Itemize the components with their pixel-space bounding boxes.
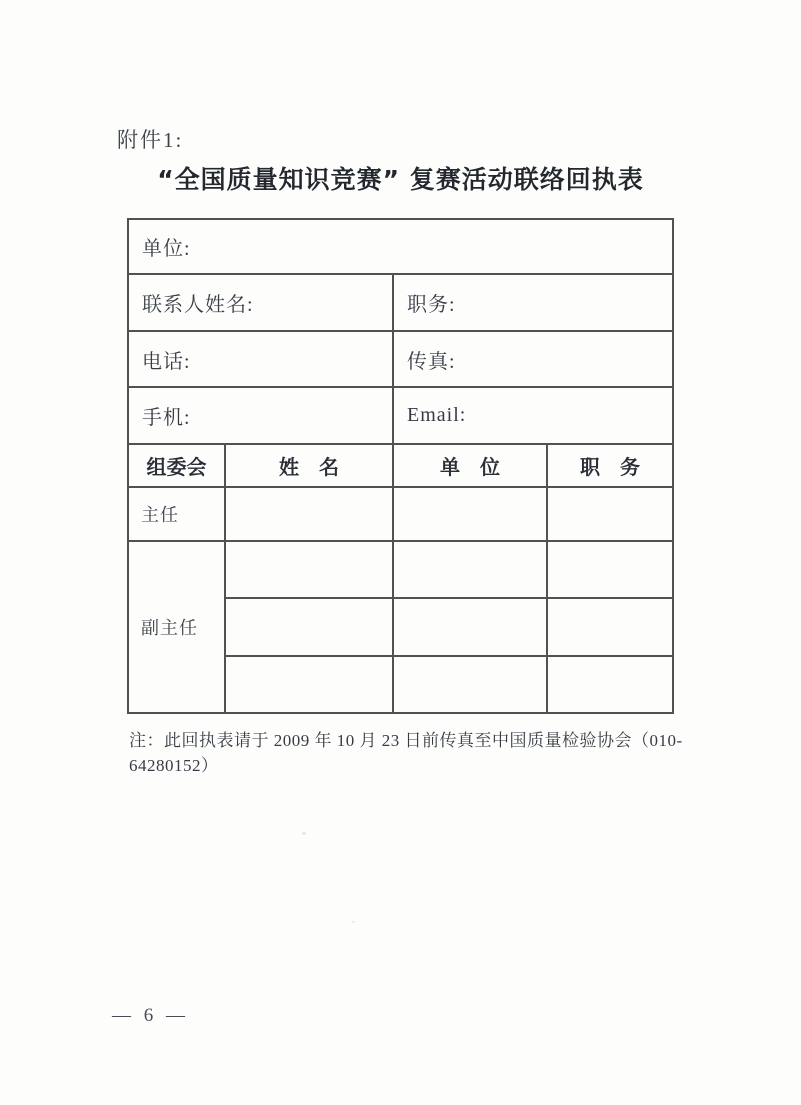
deputy-director-name-cell-3 (225, 656, 393, 713)
director-unit-cell (393, 487, 547, 541)
page-number: — 6 — (112, 1005, 189, 1026)
attachment-label: 附件1: (117, 128, 184, 152)
fax-field-cell (393, 331, 673, 387)
deputy-director-unit-cell-3 (393, 656, 547, 713)
col-header-name: 姓 名 (225, 444, 393, 487)
scan-speckle (302, 832, 306, 835)
scan-speckle (352, 921, 355, 923)
mobile-email-row (128, 387, 673, 444)
deputy-director-role-label: 副主任 (141, 618, 198, 638)
unit-field-cell (128, 219, 673, 274)
director-role-cell (128, 487, 225, 541)
deputy-director-name-cell-2 (225, 598, 393, 656)
deputy-director-position-cell-1 (547, 541, 673, 598)
deputy-director-unit-cell-1 (393, 541, 547, 598)
deputy-director-position-cell-3 (547, 656, 673, 713)
director-position-cell (547, 487, 673, 541)
email-label: Email: (407, 404, 467, 426)
contact-name-label: 联系人姓名: (142, 294, 254, 316)
contact-position-row (128, 274, 673, 331)
phone-label: 电话: (142, 350, 191, 373)
deputy-director-name-cell-1 (225, 541, 393, 598)
email-field-cell (393, 387, 673, 444)
fax-label: 传真: (407, 350, 456, 373)
director-row (128, 487, 673, 541)
mobile-field-cell (128, 387, 393, 444)
director-role-label: 主任 (141, 505, 179, 525)
col-header-committee: 组委会 (128, 444, 225, 487)
deputy-director-unit-cell-2 (393, 598, 547, 656)
deputy-director-row-1 (128, 541, 673, 598)
col-header-unit: 单 位 (393, 444, 547, 487)
note-text: 注：此回执表请于 2009 年 10 月 23 日前传真至中国质量检验协会（010-64280152） (129, 731, 683, 775)
mobile-label: 手机: (142, 407, 191, 429)
unit-label: 单位: (142, 238, 191, 260)
director-name-cell (225, 487, 393, 541)
deputy-director-role-cell (128, 541, 225, 713)
phone-fax-row (128, 331, 673, 387)
position-label: 职务: (407, 294, 456, 316)
deputy-director-position-cell-2 (547, 598, 673, 656)
unit-row (128, 219, 673, 274)
position-field-cell (393, 274, 673, 331)
reply-form-table (127, 218, 674, 714)
document-title: “全国质量知识竞赛” 复赛活动联络回执表 (157, 165, 644, 194)
committee-header-row (128, 444, 673, 487)
contact-name-field-cell (128, 274, 393, 331)
col-header-position: 职 务 (547, 444, 673, 487)
phone-field-cell (128, 331, 393, 387)
